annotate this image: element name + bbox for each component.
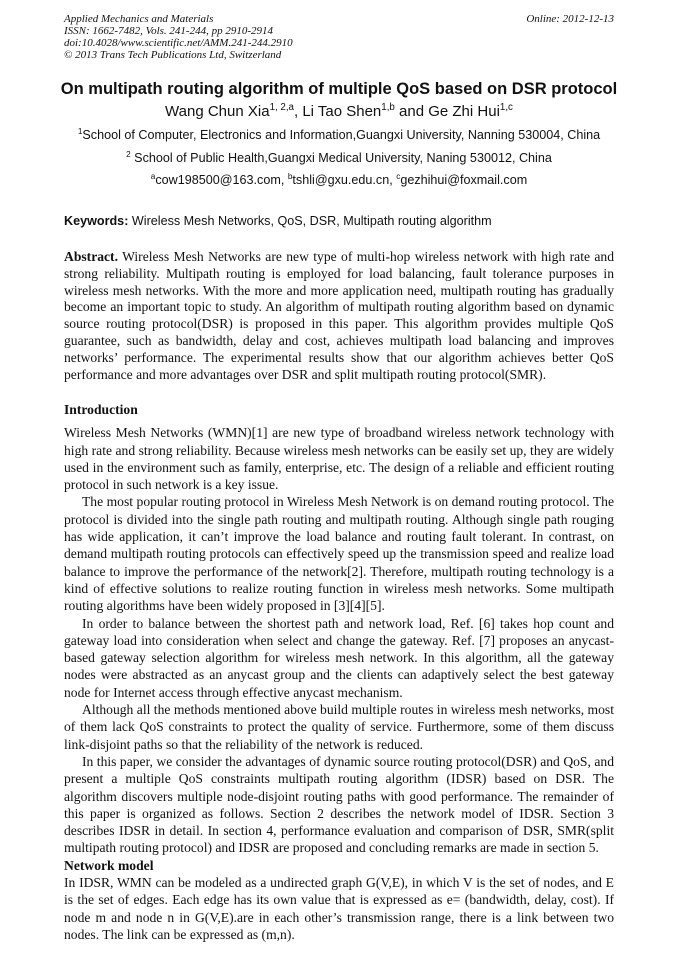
paragraph: In order to balance between the shortest path and network load, Ref. [6] takes hop count and gateway load into consideration when select and change the gateway. Ref. [7] proposes an anycast-based gateway selection algorithm for wireless mesh network. In this algorithm, all the gateway nodes were abstracted as an anycast group and the clients can adaptively select the best gateway node for Internet access through effective anycast mechanism. <box>64 615 614 700</box>
author-sup: 1,c <box>499 102 513 113</box>
section-heading: Network model <box>64 857 154 873</box>
affiliation-sup: 2 <box>126 149 131 159</box>
paragraph: The most popular routing protocol in Wireless Mesh Network is on demand routing protocol. The protocol is divided into the single path routing and multipath routing. Although single path rouging has wide application, it can’t improve the load balance and routing fault tolerant. In contrast, on demand multipath routing protocols can effectively speed up the transmission speed and realize load balance to improve the performance of the network[2]. Therefore, multipath routing technology is a kind of effective solutions to realize routing function in wireless mesh networks. Some multipath routing algorithms have been widely proposed in [3][4][5]. <box>64 494 614 614</box>
email: cow198500@163.com, <box>155 173 288 187</box>
online-date: Online: 2012-12-13 <box>526 13 614 25</box>
affiliation-sup: 1 <box>77 126 83 136</box>
keywords <box>64 214 492 228</box>
authors <box>0 103 678 120</box>
email: gezhihui@foxmail.com <box>400 173 528 187</box>
author-sup: 1, 2,a <box>269 102 294 113</box>
affiliation-text: School of Public Health,Guangxi Medical University, Naning 530012, China <box>130 151 552 165</box>
journal-header <box>64 13 293 61</box>
author-sep: , <box>293 103 303 120</box>
paragraph: Although all the methods mentioned above build multiple routes in wireless mesh networks, most of them lack QoS constraints to protect the quality of service. Furthermore, some of them discuss link-disjoint paths so that the reliability of the network is reduced. <box>64 702 614 752</box>
affiliation-2 <box>0 151 678 165</box>
author-name: Ge Zhi Hui <box>428 103 500 120</box>
abstract <box>64 249 614 383</box>
affiliation-text: School of Computer, Electronics and Information,Guangxi University, Nanning 530004, China <box>82 128 601 142</box>
author-name: Li Tao Shen <box>302 103 382 120</box>
section-heading: Introduction <box>64 402 138 417</box>
paper-title: On multipath routing algorithm of multiple QoS based on DSR protocol <box>60 80 618 98</box>
paragraph: In IDSR, WMN can be modeled as a undirected graph G(V,E), in which V is the set of nodes, and E is the set of edges. Each edge has its own value that is expressed as e= (bandwidth, delay, cost). If node m and node n in G(V,E).are in each other’s transmission range, there is a link between two nodes. The link can be expressed as (m,n). <box>64 875 614 942</box>
introduction-section <box>64 401 614 943</box>
journal-name: Applied Mechanics and Materials <box>64 13 214 25</box>
email-sup: a <box>150 171 156 181</box>
keywords-label: Keywords: <box>64 214 129 228</box>
abstract-label: Abstract. <box>64 249 118 264</box>
copyright: © 2013 Trans Tech Publications Ltd, Switzerland <box>64 49 282 61</box>
emails <box>0 173 678 187</box>
email-sup: b <box>287 171 293 181</box>
abstract-text: Wireless Mesh Networks are new type of multi-hop wireless network with high rate and strong reliability. Multipath routing is employed for load balancing, fault tolerance purposes in wireless mesh networks. With the more and more application need, multipath routing has gradually become an important topic to study. An algorithm of multipath routing algorithm based on dynamic source routing protocol(DSR) is proposed in this paper. This algorithm provides multiple QoS guarantee, such as bandwidth, delay and cost, achieves multipath load balancing and improves networks’ performance. The experimental results show that our algorithm achieves better QoS performance and more advantages over DSR and split multipath routing protocol(SMR). <box>64 249 614 382</box>
issn: ISSN: 1662-7482, Vols. 241-244, pp 2910-2914 <box>64 25 273 37</box>
email-sup: c <box>396 171 401 181</box>
affiliation-1 <box>0 128 678 142</box>
author-name: Wang Chun Xia <box>165 103 270 120</box>
author-sup: 1,b <box>381 102 395 113</box>
keywords-text: Wireless Mesh Networks, QoS, DSR, Multipath routing algorithm <box>128 214 492 228</box>
author-sep: and <box>394 103 429 120</box>
paragraph: In this paper, we consider the advantages of dynamic source routing protocol(DSR) and QoS, and present a multiple QoS constraints multipath routing algorithm (IDSR) based on DSR. The algorithm discovers multiple node-disjoint routing paths with good performance. The remainder of this paper is organized as follows. Section 2 describes the network model of IDSR. Section 3 describes IDSR in detail. In section 4, performance evaluation and comparison of DSR, SMR(split multipath routing protocol) and IDSR are proposed and concluding remarks are made in section 5. <box>64 753 614 856</box>
paragraph: Wireless Mesh Networks (WMN)[1] are new type of broadband wireless network technology with high rate and strong reliability. Because wireless mesh networks can be easily set up, they are widely used in the environment such as family, enterprise, etc. The design of a reliable and efficient routing protocol in such network is a key issue. <box>64 425 614 493</box>
doi: doi:10.4028/www.scientific.net/AMM.241-244.2910 <box>64 37 293 49</box>
email: tshli@gxu.edu.cn, <box>292 173 397 187</box>
